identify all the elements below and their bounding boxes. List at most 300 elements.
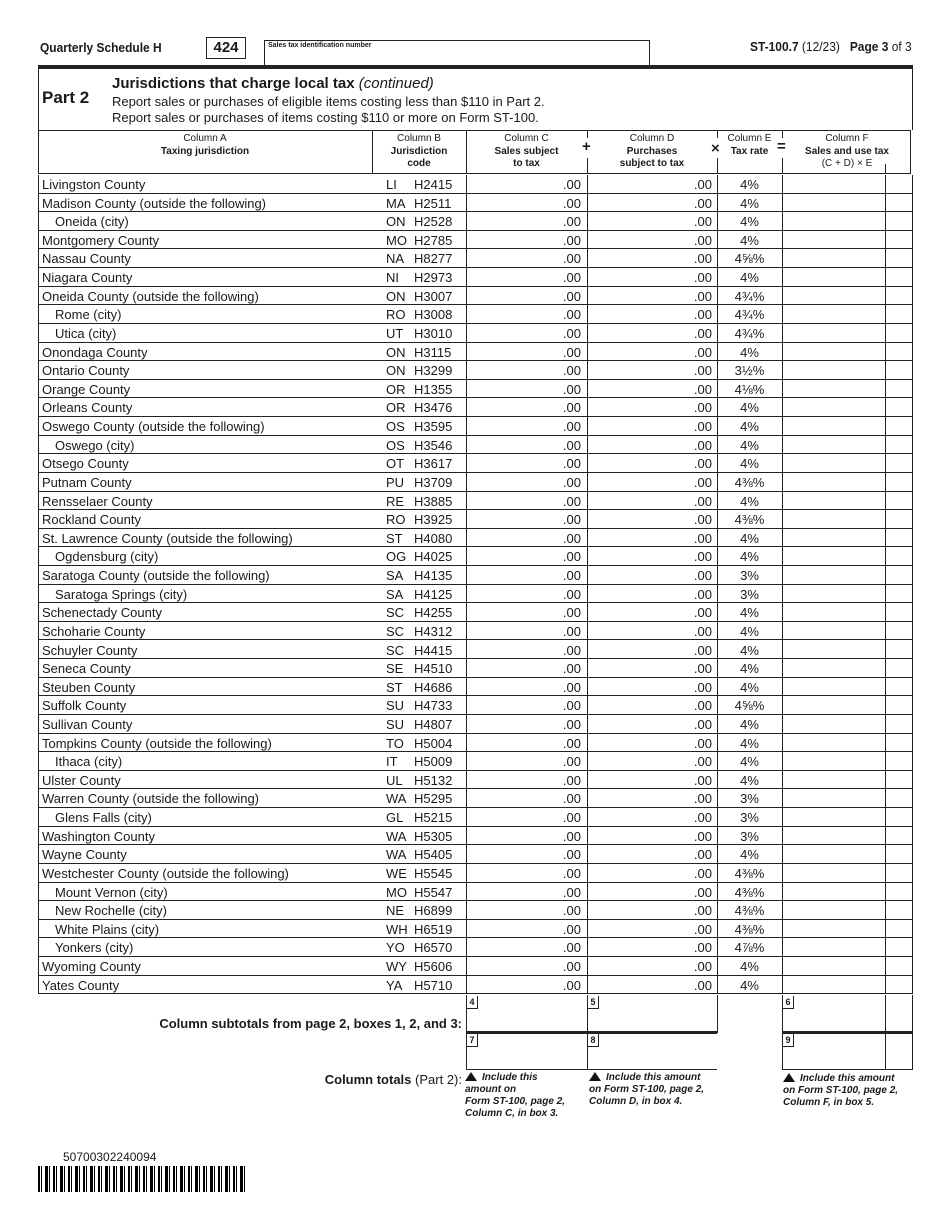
table-row [38,547,912,566]
table-row [38,957,912,976]
purchases-subject-input[interactable]: .00 [693,232,712,248]
sales-subject-input[interactable]: .00 [562,400,581,416]
purchases-subject-input[interactable]: .00 [693,716,712,732]
table-row [38,864,912,883]
table-row [38,603,912,622]
col-title: code [407,158,431,169]
divider [717,158,718,174]
sales-use-tax-input[interactable] [783,771,883,787]
jurisdiction-code: H3010 [414,325,453,341]
sales-subject-input[interactable]: .00 [562,754,581,770]
tax-rate: 4% [740,456,759,472]
jurisdiction-code: H3115 [414,344,452,360]
purchases-subject-input[interactable]: .00 [693,325,712,341]
total-c-input[interactable] [480,1048,580,1068]
sales-use-tax-input[interactable] [783,510,883,526]
jurisdiction-code: H4080 [414,530,453,546]
purchases-subject-input[interactable]: .00 [693,698,712,714]
jurisdiction-abbr: OR [386,381,406,397]
part-title-suffix: (continued) [358,75,434,92]
jurisdiction-name: Orleans County [42,400,133,416]
sales-use-tax-input[interactable] [783,305,883,321]
jurisdiction-abbr: RO [386,512,406,528]
purchases-subject-input[interactable]: .00 [693,586,712,602]
column-c-header [466,133,587,171]
table-row [38,715,912,734]
note-text: Include this [482,1072,538,1083]
sales-use-tax-input[interactable] [783,231,883,247]
table-row [38,510,912,529]
col-name: Column F [825,133,869,144]
sales-subject-input[interactable]: .00 [562,437,581,453]
table-row [38,324,912,343]
col-name: Column A [183,133,227,144]
jurisdiction-name: St. Lawrence County (outside the following) [42,530,293,546]
jurisdiction-abbr: SU [386,698,405,714]
instruction-line: Report sales or purchases of items costing $110 or more on Form ST-100. [112,110,539,125]
sales-use-tax-input[interactable] [783,566,883,582]
sales-use-tax-input[interactable] [783,212,883,228]
jurisdiction-code: H3476 [414,400,453,416]
sales-subject-input[interactable]: .00 [562,661,581,677]
column-f-header [782,133,912,171]
jurisdiction-code: H6570 [414,940,453,956]
sales-subject-input[interactable]: .00 [562,865,581,881]
sales-subject-input[interactable]: .00 [562,530,581,546]
sales-use-tax-input[interactable] [783,938,883,954]
col-title: Taxing jurisdiction [160,145,250,157]
box-number-7: 7 [467,1034,478,1047]
jurisdiction-name: Suffolk County [42,698,127,714]
table-row [38,249,912,268]
table-row [38,417,912,436]
sales-use-tax-input[interactable] [783,454,883,470]
jurisdiction-code: H3007 [414,288,453,304]
purchases-subject-input[interactable]: .00 [693,903,712,919]
sales-subject-input[interactable]: .00 [562,977,581,993]
jurisdiction-abbr: WH [386,921,408,937]
subtotal-c-input[interactable] [480,1010,580,1030]
sales-subject-input[interactable]: .00 [562,903,581,919]
table-row [38,194,912,213]
jurisdiction-code: H5545 [414,865,453,881]
purchases-subject-input[interactable]: .00 [693,474,712,490]
sales-use-tax-input[interactable] [783,957,883,973]
purchases-subject-input[interactable]: .00 [693,623,712,639]
box-number-5: 5 [588,996,599,1009]
sales-use-tax-input[interactable] [783,175,883,191]
sales-subject-input[interactable]: .00 [562,847,581,863]
purchases-subject-input[interactable]: .00 [693,512,712,528]
sales-use-tax-input[interactable] [783,547,883,563]
sales-tax-id-field[interactable] [264,40,650,65]
jurisdiction-abbr: OT [386,456,405,472]
tax-rate: 4% [740,716,759,732]
divider [782,1031,913,1034]
col-title: subject to tax [619,158,685,169]
jurisdiction-code: H4686 [414,679,453,695]
sales-subject-input[interactable]: .00 [562,177,581,192]
sales-subject-input[interactable]: .00 [562,568,581,584]
sales-use-tax-input[interactable] [783,789,883,805]
sales-use-tax-input[interactable] [783,194,883,210]
table-row [38,976,912,995]
tax-rate: 4⅜% [734,903,765,919]
jurisdiction-abbr: SA [386,586,404,602]
tax-rate: 4% [740,437,759,453]
divider [782,1069,913,1070]
sales-subject-input[interactable]: .00 [562,307,581,323]
tax-rate: 3% [740,791,759,807]
purchases-subject-input[interactable]: .00 [693,921,712,937]
jurisdiction-abbr: UT [386,325,404,341]
jurisdiction-name: Schenectady County [42,605,162,621]
sales-use-tax-input[interactable] [783,920,883,936]
jurisdiction-name: Orange County [42,381,131,397]
jurisdiction-name: Ogdensburg (city) [55,549,159,565]
jurisdiction-abbr: IT [386,754,398,770]
jurisdiction-name: Oneida County (outside the following) [42,288,259,304]
sales-use-tax-input[interactable] [783,752,883,768]
table-row [38,287,912,306]
jurisdiction-code: H2973 [414,270,453,286]
purchases-subject-input[interactable]: .00 [693,772,712,788]
purchases-subject-input[interactable]: .00 [693,791,712,807]
purchases-subject-input[interactable]: .00 [693,493,712,509]
divider [717,995,718,1033]
sales-use-tax-input[interactable] [783,715,883,731]
sales-subject-input[interactable]: .00 [562,195,581,211]
sales-use-tax-input[interactable] [783,603,883,619]
sales-subject-input[interactable]: .00 [562,791,581,807]
totals-label-paren: (Part 2): [415,1072,462,1087]
jurisdiction-abbr: SC [386,623,405,639]
arrow-up-icon [783,1073,795,1082]
purchases-subject-input[interactable]: .00 [693,419,712,435]
sales-use-tax-input[interactable] [783,622,883,638]
tax-rate: 3% [740,828,759,844]
purchases-subject-input[interactable]: .00 [693,828,712,844]
sales-subject-input[interactable]: .00 [562,325,581,341]
jurisdiction-code: H6519 [414,921,453,937]
purchases-subject-input[interactable]: .00 [693,679,712,695]
table-row [38,883,912,902]
jurisdiction-code: H2415 [414,177,453,192]
note-text: Include this amount [800,1073,895,1084]
sales-use-tax-input[interactable] [783,734,883,750]
sales-subject-input[interactable]: .00 [562,493,581,509]
jurisdiction-name: Montgomery County [42,232,160,248]
total-f-input[interactable] [795,1048,880,1068]
sales-use-tax-input[interactable] [783,436,883,452]
table-row [38,659,912,678]
sales-subject-input[interactable]: .00 [562,512,581,528]
sales-use-tax-input[interactable] [783,976,883,992]
jurisdiction-code: H4025 [414,549,453,565]
sales-use-tax-input[interactable] [783,641,883,657]
jurisdiction-code: H4733 [414,698,453,714]
tax-rate: 3½% [734,363,765,379]
divider [587,1069,717,1070]
sales-use-tax-input[interactable] [783,417,883,433]
column-b-header [372,133,466,171]
purchases-subject-input[interactable]: .00 [693,456,712,472]
purchases-subject-input[interactable]: .00 [693,568,712,584]
jurisdiction-abbr: MO [386,232,407,248]
table-row [38,752,912,771]
table-row [38,436,912,455]
total-d-input[interactable] [600,1048,710,1068]
page-number: 3 [882,39,889,54]
sales-use-tax-input[interactable] [783,901,883,917]
part-title-text: Jurisdictions that charge local tax [112,75,355,92]
col-name: Column C [504,133,549,144]
sales-tax-id-label: Sales tax identification number [268,42,372,49]
purchases-subject-input[interactable]: .00 [693,530,712,546]
sales-subject-input[interactable]: .00 [562,884,581,900]
jurisdiction-code: H5606 [414,959,453,975]
purchases-subject-input[interactable]: .00 [693,177,712,192]
jurisdiction-code: H6899 [414,903,453,919]
sales-use-tax-input[interactable] [783,845,883,861]
jurisdiction-abbr: MO [386,884,407,900]
page-word: Page [850,39,879,54]
divider [782,158,783,174]
divider [587,130,588,138]
note-text: amount on [465,1084,517,1095]
jurisdiction-abbr: SA [386,568,404,584]
purchases-subject-input[interactable]: .00 [693,754,712,770]
note-text: Form ST-100, page 2, [465,1096,566,1107]
sales-subject-input[interactable]: .00 [562,772,581,788]
box-number-8: 8 [588,1034,599,1047]
sales-use-tax-input[interactable] [783,585,883,601]
purchases-subject-input[interactable]: .00 [693,251,712,267]
sales-subject-input[interactable]: .00 [562,623,581,639]
purchases-subject-input[interactable]: .00 [693,270,712,286]
tax-rate: 4⅜% [734,921,765,937]
sales-subject-input[interactable]: .00 [562,549,581,565]
sales-use-tax-input[interactable] [783,380,883,396]
purchases-subject-input[interactable]: .00 [693,847,712,863]
purchases-subject-input[interactable]: .00 [693,307,712,323]
purchases-subject-input[interactable]: .00 [693,959,712,975]
jurisdiction-code: H3709 [414,474,453,490]
sales-use-tax-input[interactable] [783,268,883,284]
jurisdiction-code: H3925 [414,512,453,528]
purchases-subject-input[interactable]: .00 [693,735,712,751]
sales-subject-input[interactable]: .00 [562,642,581,658]
purchases-subject-input[interactable]: .00 [693,810,712,826]
divider [717,175,718,994]
sales-subject-input[interactable]: .00 [562,288,581,304]
jurisdiction-name: Sullivan County [42,716,133,732]
jurisdiction-abbr: WY [386,959,407,975]
subtotal-f-input[interactable] [795,1010,880,1030]
sales-use-tax-input[interactable] [783,287,883,303]
sales-subject-input[interactable]: .00 [562,456,581,472]
sales-subject-input[interactable]: .00 [562,735,581,751]
jurisdiction-name: Ithaca (city) [55,754,123,770]
sales-use-tax-input[interactable] [783,678,883,694]
sales-subject-input[interactable]: .00 [562,586,581,602]
jurisdiction-name: Nassau County [42,251,131,267]
sales-use-tax-input[interactable] [783,659,883,675]
tax-rate: 4% [740,400,759,416]
jurisdiction-abbr: OR [386,400,406,416]
sales-subject-input[interactable]: .00 [562,363,581,379]
table-row [38,492,912,511]
sales-subject-input[interactable]: .00 [562,698,581,714]
purchases-subject-input[interactable]: .00 [693,884,712,900]
sales-subject-input[interactable]: .00 [562,810,581,826]
box-number-6: 6 [783,996,794,1009]
table-row [38,845,912,864]
sales-use-tax-input[interactable] [783,249,883,265]
tax-rate: 4⅜% [734,884,765,900]
sales-use-tax-input[interactable] [783,529,883,545]
purchases-subject-input[interactable]: .00 [693,195,712,211]
jurisdiction-name: Schoharie County [42,623,146,639]
sales-subject-input[interactable]: .00 [562,419,581,435]
purchases-subject-input[interactable]: .00 [693,865,712,881]
purchases-subject-input[interactable]: .00 [693,940,712,956]
col-title: Sales subject [494,145,559,157]
tax-rate: 4% [740,270,759,286]
purchases-subject-input[interactable]: .00 [693,363,712,379]
sales-use-tax-input[interactable] [783,808,883,824]
subtotal-d-input[interactable] [600,1010,710,1030]
jurisdiction-name: Steuben County [42,679,136,695]
sales-subject-input[interactable]: .00 [562,959,581,975]
jurisdiction-code: H3595 [414,419,453,435]
tax-rate: 4% [740,661,759,677]
part-title [112,75,434,92]
tax-rate: 3% [740,568,759,584]
purchases-subject-input[interactable]: .00 [693,400,712,416]
jurisdiction-abbr: OS [386,437,405,453]
jurisdiction-name: Utica (city) [55,325,117,341]
note-text: Include this amount [606,1072,701,1083]
column-a-header [38,133,372,158]
jurisdiction-abbr: PU [386,474,405,490]
times-operator: × [711,140,720,157]
jurisdiction-code: H5405 [414,847,453,863]
jurisdiction-code: H3299 [414,363,453,379]
tax-rate: 4% [740,493,759,509]
sales-use-tax-input[interactable] [783,324,883,340]
jurisdiction-name: Rome (city) [55,307,122,323]
sales-subject-input[interactable]: .00 [562,251,581,267]
totals-label [325,1072,462,1087]
table-row [38,789,912,808]
sales-subject-input[interactable]: .00 [562,716,581,732]
jurisdiction-abbr: UL [386,772,403,788]
jurisdiction-code: H2511 [414,195,452,211]
sales-subject-input[interactable]: .00 [562,679,581,695]
sales-use-tax-input[interactable] [783,696,883,712]
jurisdiction-abbr: SU [386,716,405,732]
sales-subject-input[interactable]: .00 [562,921,581,937]
purchases-subject-input[interactable]: .00 [693,977,712,993]
purchases-subject-input[interactable]: .00 [693,288,712,304]
purchases-subject-input[interactable]: .00 [693,605,712,621]
sales-subject-input[interactable]: .00 [562,270,581,286]
table-row [38,901,912,920]
table-row [38,231,912,250]
col-name: Column D [629,133,675,144]
table-row [38,678,912,697]
table-row [38,343,912,362]
tax-rate: 4% [740,232,759,248]
purchases-subject-input[interactable]: .00 [693,214,712,230]
sales-subject-input[interactable]: .00 [562,344,581,360]
table-row [38,771,912,790]
purchases-subject-input[interactable]: .00 [693,437,712,453]
form-id [750,39,912,54]
note-text: on Form ST-100, page 2, [589,1084,705,1095]
sales-use-tax-input[interactable] [783,883,883,899]
sales-subject-input[interactable]: .00 [562,232,581,248]
sales-use-tax-input[interactable] [783,492,883,508]
purchases-subject-input[interactable]: .00 [693,549,712,565]
divider [782,175,783,994]
jurisdiction-name: Yates County [42,977,120,993]
col-title: Purchases [626,145,678,157]
sales-subject-input[interactable]: .00 [562,381,581,397]
jurisdiction-abbr: SE [386,661,404,677]
purchases-subject-input[interactable]: .00 [693,381,712,397]
sales-use-tax-input[interactable] [783,398,883,414]
jurisdiction-code: H5547 [414,884,453,900]
jurisdiction-name: Oswego (city) [55,437,135,453]
table-row [38,361,912,380]
jurisdiction-abbr: OG [386,549,407,565]
jurisdiction-code: H2785 [414,232,453,248]
jurisdiction-name: Washington County [42,828,155,844]
sales-subject-input[interactable]: .00 [562,940,581,956]
note-text: Column F, in box 5. [783,1097,875,1108]
sales-use-tax-input[interactable] [783,827,883,843]
sales-use-tax-input[interactable] [783,473,883,489]
tax-rate: 3% [740,810,759,826]
sales-use-tax-input[interactable] [783,361,883,377]
jurisdiction-code: H2528 [414,214,453,230]
sales-subject-input[interactable]: .00 [562,605,581,621]
sales-subject-input[interactable]: .00 [562,214,581,230]
sales-use-tax-input[interactable] [783,864,883,880]
jurisdiction-name: Rockland County [42,512,141,528]
purchases-subject-input[interactable]: .00 [693,344,712,360]
purchases-subject-input[interactable]: .00 [693,642,712,658]
jurisdiction-abbr: ON [386,363,406,379]
sales-subject-input[interactable]: .00 [562,828,581,844]
jurisdiction-abbr: WA [386,791,407,807]
sales-use-tax-input[interactable] [783,343,883,359]
col-title: Tax rate [730,145,769,157]
table-row [38,473,912,492]
divider [912,175,913,994]
tax-rate: 4% [740,530,759,546]
purchases-subject-input[interactable]: .00 [693,661,712,677]
subtotals-label: Column subtotals from page 2, boxes 1, 2, and 3: [159,1016,462,1031]
plus-operator: + [582,138,591,155]
tax-rate: 4% [740,195,759,211]
sales-subject-input[interactable]: .00 [562,474,581,490]
part-label: Part 2 [42,88,90,107]
barcode [38,1166,248,1192]
jurisdiction-code: H4255 [414,605,453,621]
